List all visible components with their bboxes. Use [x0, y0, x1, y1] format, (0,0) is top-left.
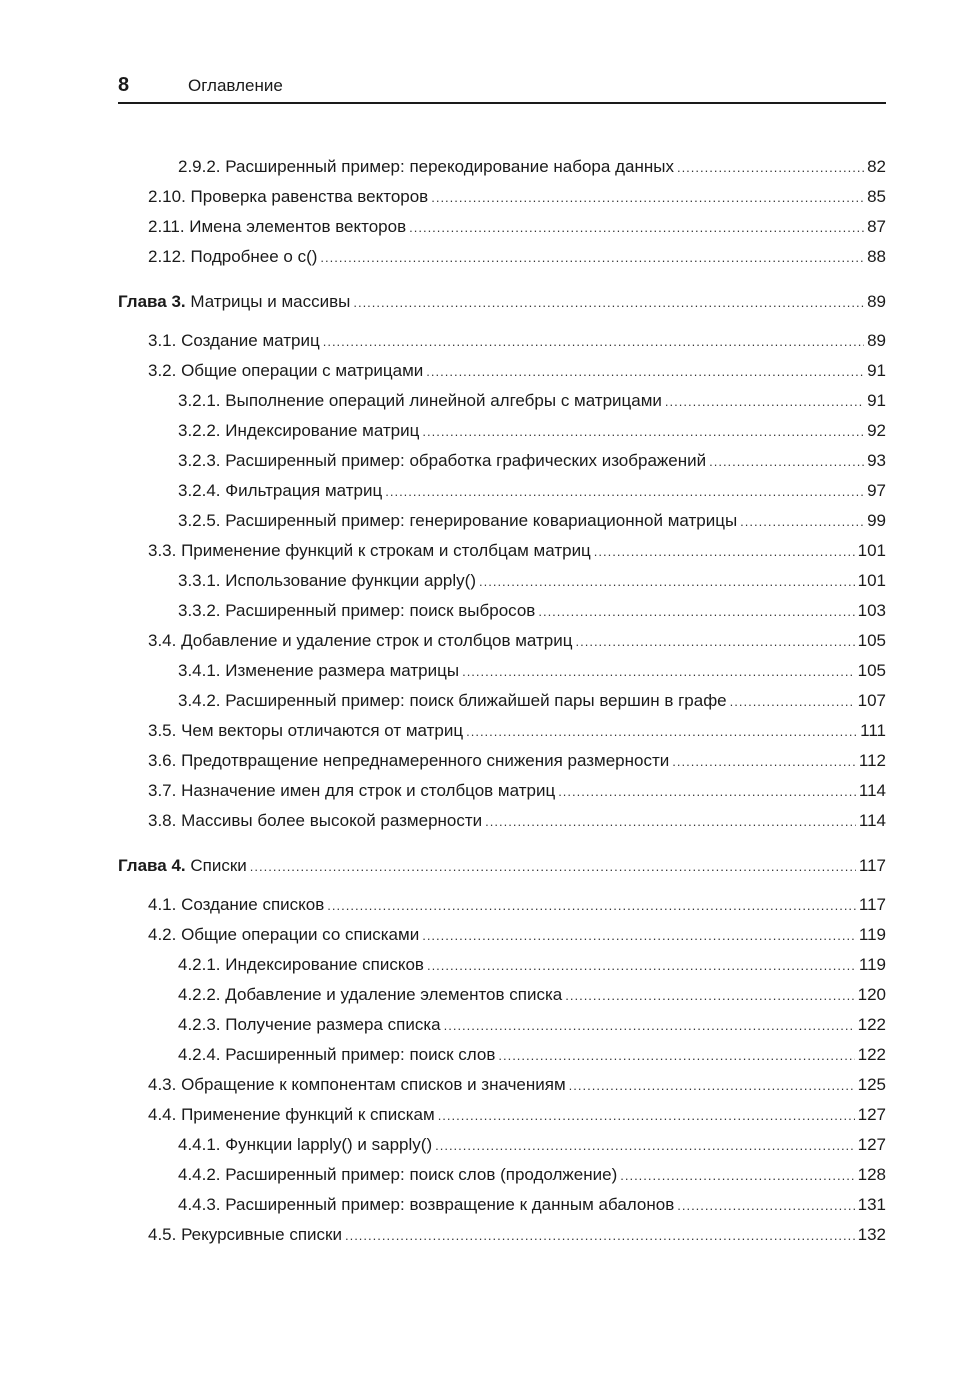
- entry-title: 3.4. Добавление и удаление строк и столбцов матриц: [148, 631, 573, 650]
- entry-title: 3.5. Чем векторы отличаются от матриц: [148, 721, 464, 740]
- entry-title: 4.2.1. Индексирование списков: [178, 955, 424, 974]
- toc-page-number: 127: [857, 1105, 886, 1124]
- toc-entry-label: [178, 446, 706, 476]
- toc-page-number: 131: [857, 1195, 886, 1214]
- entry-title: 3.3.2. Расширенный пример: поиск выбросов: [178, 601, 536, 620]
- toc-entry-label: [148, 890, 324, 920]
- page-number: 8: [118, 74, 130, 96]
- dot-leader: [444, 1011, 855, 1041]
- dot-leader: [709, 447, 864, 477]
- toc-entry[interactable]: [118, 980, 886, 1010]
- dot-leader: [422, 921, 856, 951]
- dot-leader: [409, 213, 864, 243]
- dot-leader: [576, 627, 855, 657]
- toc-entry[interactable]: [118, 1130, 886, 1160]
- dot-leader: [569, 1071, 855, 1101]
- toc-entry-label: [178, 416, 419, 446]
- toc-entry[interactable]: [118, 182, 886, 212]
- entry-title: 3.2.4. Фильтрация матриц: [178, 481, 383, 500]
- entry-title: 4.4. Применение функций к спискам: [148, 1105, 435, 1124]
- toc-page-number: 119: [858, 955, 886, 974]
- toc-entry-label: [178, 1040, 495, 1070]
- toc-page-number: 117: [858, 895, 886, 914]
- toc-entry-label: [148, 626, 573, 656]
- toc-page-number: 112: [858, 751, 886, 770]
- dot-leader: [426, 357, 864, 387]
- toc-entry-label: [178, 566, 476, 596]
- dot-leader: [677, 1191, 854, 1221]
- entry-title: 4.4.1. Функции lapply() и sapply(): [178, 1135, 433, 1154]
- dot-leader: [485, 807, 856, 837]
- toc-entry-label: [178, 950, 424, 980]
- toc-page-number: 120: [857, 985, 886, 1004]
- toc-page-number: 92: [867, 421, 886, 440]
- entry-title: 4.1. Создание списков: [148, 895, 325, 914]
- toc-entry-label: [148, 326, 320, 356]
- toc-entry-label: [178, 1160, 617, 1190]
- dot-leader: [431, 183, 864, 213]
- entry-title: 4.2. Общие операции со списками: [148, 925, 420, 944]
- chapter-prefix: Глава 4.: [118, 856, 186, 875]
- toc-entry[interactable]: [118, 212, 886, 242]
- toc-entry-label: [178, 506, 737, 536]
- dot-leader: [677, 153, 864, 183]
- toc-entry-label: [178, 596, 535, 626]
- toc-page-number: 119: [858, 925, 886, 944]
- entry-title: 3.1. Создание матриц: [148, 331, 320, 350]
- toc-entry-label: [178, 656, 459, 686]
- entry-title: 3.4.2. Расширенный пример: поиск ближайшей пары вершин в графе: [178, 691, 727, 710]
- toc-chapter-entry[interactable]: [118, 287, 886, 317]
- toc-page-number: 103: [857, 601, 886, 620]
- toc-page-number: 85: [867, 187, 886, 206]
- toc-page-number: 91: [867, 391, 886, 410]
- toc-entry[interactable]: [118, 506, 886, 536]
- entry-title: 3.2.3. Расширенный пример: обработка графических изображений: [178, 451, 707, 470]
- toc-entry-label: [178, 476, 382, 506]
- toc-entry[interactable]: [118, 1160, 886, 1190]
- toc-entry-label: [148, 536, 591, 566]
- entry-title: 4.2.2. Добавление и удаление элементов списка: [178, 985, 563, 1004]
- toc-entry-label: [148, 776, 555, 806]
- toc-entry[interactable]: [118, 716, 886, 746]
- dot-leader: [345, 1221, 855, 1251]
- toc-page-number: 89: [867, 331, 886, 350]
- dot-leader: [565, 981, 854, 1011]
- dot-leader: [538, 597, 854, 627]
- entry-title: 4.2.3. Получение размера списка: [178, 1015, 441, 1034]
- toc-entry[interactable]: [118, 776, 886, 806]
- toc-entry-label: [148, 1070, 566, 1100]
- dot-leader: [665, 387, 864, 417]
- dot-leader: [323, 327, 864, 357]
- toc-entry[interactable]: [118, 326, 886, 356]
- toc-page-number: 111: [860, 721, 886, 740]
- toc-entry-label: [118, 287, 350, 317]
- dot-leader: [438, 1101, 855, 1131]
- dot-leader: [427, 951, 856, 981]
- toc-entry-label: [118, 851, 247, 881]
- running-header: [118, 74, 886, 104]
- toc-entry[interactable]: [118, 536, 886, 566]
- toc-entry-label: [148, 806, 482, 836]
- dot-leader: [435, 1131, 855, 1161]
- entry-title: 2.12. Подробнее о c(): [148, 247, 318, 266]
- toc-entry[interactable]: [118, 686, 886, 716]
- toc-page-number: 82: [867, 157, 886, 176]
- toc-page-number: 91: [867, 361, 886, 380]
- toc-entry[interactable]: [118, 386, 886, 416]
- entry-title: 4.2.4. Расширенный пример: поиск слов: [178, 1045, 496, 1064]
- toc-entry[interactable]: [118, 746, 886, 776]
- chapter-prefix: Глава 3.: [118, 292, 186, 311]
- toc-entry[interactable]: [118, 476, 886, 506]
- toc-entry-label: [178, 1130, 432, 1160]
- toc-page-number: 114: [858, 781, 886, 800]
- entry-title: 2.11. Имена элементов векторов: [148, 217, 407, 236]
- toc-entry[interactable]: [118, 356, 886, 386]
- toc-entry[interactable]: [118, 242, 886, 272]
- entry-title: 3.7. Назначение имен для строк и столбцов матриц: [148, 781, 556, 800]
- dot-leader: [422, 417, 864, 447]
- toc-chapter-entry[interactable]: [118, 851, 886, 881]
- toc-page-number: 105: [857, 631, 886, 650]
- toc-page-number: 132: [857, 1225, 886, 1244]
- toc-page-number: 125: [857, 1075, 886, 1094]
- toc-entry[interactable]: [118, 566, 886, 596]
- dot-leader: [320, 243, 864, 273]
- toc-entry-label: [148, 182, 428, 212]
- toc-entry[interactable]: [118, 1010, 886, 1040]
- entry-title: Списки: [190, 856, 247, 875]
- toc-entry-label: [148, 1220, 342, 1250]
- entry-title: 4.4.2. Расширенный пример: поиск слов (продолжение): [178, 1165, 618, 1184]
- toc-entry[interactable]: [118, 1220, 886, 1250]
- dot-leader: [558, 777, 856, 807]
- toc-entry-label: [148, 212, 406, 242]
- entry-title: 3.2. Общие операции с матрицами: [148, 361, 424, 380]
- entry-title: 3.2.5. Расширенный пример: генерирование ковариационной матрицы: [178, 511, 738, 530]
- toc-page-number: 122: [857, 1015, 886, 1034]
- toc-page-number: 107: [857, 691, 886, 710]
- dot-leader: [250, 852, 856, 882]
- toc-entry-label: [178, 152, 674, 182]
- toc-entry-label: [148, 920, 419, 950]
- toc-entry[interactable]: [118, 806, 886, 836]
- toc-page-number: 101: [857, 571, 886, 590]
- toc-entry[interactable]: [118, 446, 886, 476]
- toc-entry-label: [178, 686, 727, 716]
- toc-entry-label: [148, 356, 423, 386]
- toc-entry-label: [148, 242, 317, 272]
- toc-entry[interactable]: [118, 1190, 886, 1220]
- entry-title: 3.3.1. Использование функции apply(): [178, 571, 476, 590]
- table-of-contents: [118, 152, 886, 1250]
- toc-page-number: 105: [857, 661, 886, 680]
- toc-page-number: 87: [867, 217, 886, 236]
- toc-page-number: 99: [867, 511, 886, 530]
- dot-leader: [498, 1041, 854, 1071]
- dot-leader: [353, 288, 864, 318]
- entry-title: 4.5. Рекурсивные списки: [148, 1225, 342, 1244]
- toc-entry[interactable]: [118, 626, 886, 656]
- toc-page-number: 114: [858, 811, 886, 830]
- dot-leader: [385, 477, 864, 507]
- dot-leader: [462, 657, 855, 687]
- entry-title: 2.9.2. Расширенный пример: перекодирование набора данных: [178, 157, 674, 176]
- entry-title: 2.10. Проверка равенства векторов: [148, 187, 429, 206]
- toc-page-number: 93: [867, 451, 886, 470]
- toc-page-number: 97: [867, 481, 886, 500]
- dot-leader: [740, 507, 864, 537]
- toc-entry[interactable]: [118, 1040, 886, 1070]
- toc-entry[interactable]: [118, 152, 886, 182]
- dot-leader: [672, 747, 856, 777]
- running-title: Оглавление: [188, 76, 283, 95]
- toc-entry-label: [148, 716, 463, 746]
- dot-leader: [479, 567, 855, 597]
- toc-entry-label: [178, 386, 662, 416]
- entry-title: 4.3. Обращение к компонентам списков и значениям: [148, 1075, 566, 1094]
- toc-entry[interactable]: [118, 656, 886, 686]
- toc-entry[interactable]: [118, 416, 886, 446]
- entry-title: 3.6. Предотвращение непреднамеренного снижения размерности: [148, 751, 670, 770]
- toc-page-number: 88: [867, 247, 886, 266]
- dot-leader: [466, 717, 857, 747]
- entry-title: Матрицы и массивы: [190, 292, 351, 311]
- toc-page-number: 122: [857, 1045, 886, 1064]
- toc-page-number: 127: [857, 1135, 886, 1154]
- entry-title: 3.8. Массивы более высокой размерности: [148, 811, 483, 830]
- dot-leader: [594, 537, 855, 567]
- entry-title: 4.4.3. Расширенный пример: возвращение к данным абалонов: [178, 1195, 675, 1214]
- toc-page-number: 117: [858, 856, 886, 875]
- entry-title: 3.2.1. Выполнение операций линейной алгебры с матрицами: [178, 391, 662, 410]
- toc-entry-label: [178, 980, 562, 1010]
- toc-entry-label: [178, 1010, 441, 1040]
- toc-entry[interactable]: [118, 1070, 886, 1100]
- toc-entry[interactable]: [118, 1100, 886, 1130]
- toc-page-number: 128: [857, 1165, 886, 1184]
- toc-entry[interactable]: [118, 950, 886, 980]
- entry-title: 3.4.1. Изменение размера матрицы: [178, 661, 460, 680]
- toc-entry[interactable]: [118, 920, 886, 950]
- entry-title: 3.2.2. Индексирование матриц: [178, 421, 420, 440]
- toc-entry-label: [148, 746, 669, 776]
- dot-leader: [730, 687, 855, 717]
- toc-entry-label: [148, 1100, 435, 1130]
- toc-entry-label: [178, 1190, 674, 1220]
- dot-leader: [620, 1161, 854, 1191]
- toc-page-number: 101: [857, 541, 886, 560]
- toc-entry[interactable]: [118, 890, 886, 920]
- toc-page-number: 89: [867, 292, 886, 311]
- dot-leader: [327, 891, 856, 921]
- entry-title: 3.3. Применение функций к строкам и столбцам матриц: [148, 541, 591, 560]
- toc-entry[interactable]: [118, 596, 886, 626]
